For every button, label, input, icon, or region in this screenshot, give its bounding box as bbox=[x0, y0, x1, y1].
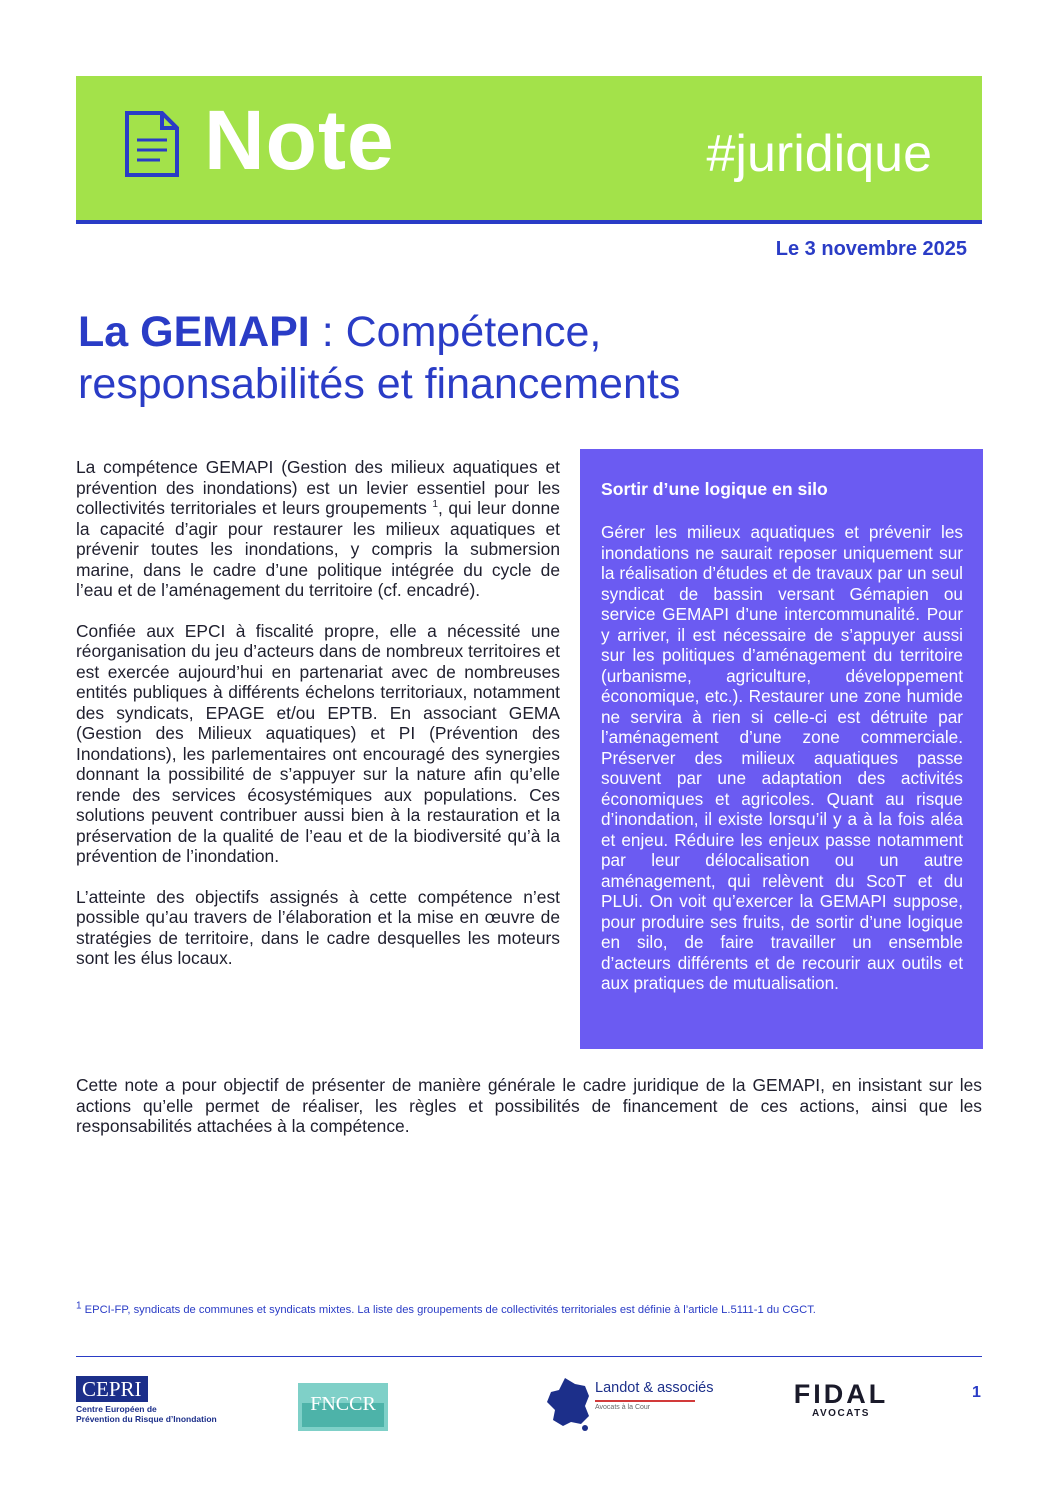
title-line-2: responsabilités et financements bbox=[78, 360, 681, 408]
cepri-subtitle-line-1: Centre Européen de bbox=[76, 1404, 157, 1414]
intro-p1-text-a: La compétence GEMAPI (Gestion des milieux aquatiques et prévention des inondations) est un levier essentiel pour les collectivités territoriales et leurs groupements bbox=[76, 457, 560, 518]
footnote-number: 1 bbox=[76, 1300, 82, 1312]
fnccr-logo bbox=[298, 1383, 388, 1431]
sidebar-title: Sortir d’une logique en silo bbox=[601, 479, 828, 499]
cepri-logo-name: CEPRI bbox=[76, 1376, 148, 1402]
page-title bbox=[78, 306, 978, 410]
intro-p1-text-b: , qui leur donne la capacité d’agir pour restaurer les milieux aquatiques et prévenir toutes les inondations, y compris la submersion marine, dans le cadre d’une politique intégrée du cycle de l’eau et de l’aménagement du territoire (cf. encadré). bbox=[76, 498, 560, 600]
fnccr-logo-text: FNCCR bbox=[310, 1393, 376, 1415]
fidal-logo-subtitle: AVOCATS bbox=[812, 1408, 870, 1419]
intro-paragraph-1 bbox=[76, 457, 560, 601]
footnote-text: EPCI-FP, syndicats de communes et syndicats mixtes. La liste des groupements de collectivités territoriales est définie à l’article L.5111-1 du CGCT. bbox=[81, 1304, 816, 1316]
intro-column bbox=[76, 457, 560, 989]
fidal-logo-name: FIDAL bbox=[793, 1379, 889, 1409]
footer-divider bbox=[76, 1356, 982, 1357]
header-banner bbox=[76, 76, 982, 224]
landot-logo-subtitle: Avocats à la Cour bbox=[595, 1404, 651, 1411]
landot-logo-rule bbox=[595, 1400, 695, 1402]
document-icon bbox=[124, 110, 180, 178]
banner-tag: #juridique bbox=[706, 125, 932, 183]
document-date: Le 3 novembre 2025 bbox=[775, 238, 967, 260]
cepri-logo-subtitle bbox=[76, 1404, 226, 1424]
title-rest: : Compétence, bbox=[309, 308, 602, 356]
cepri-subtitle-line-2: Prévention du Risque d’Inondation bbox=[76, 1414, 217, 1424]
sidebar-body: Gérer les milieux aquatiques et prévenir les inondations ne saurait reposer uniquement sur la réalisation d’études et de travaux par un seul syndicat de bassin versant Gémapien ou service GEMAPI d’une intercommunalité. Pour y arriver, il est nécessaire de s’appuyer aussi sur les politiques d’aménagement du territoire (urbanisme, agriculture, développement économique, etc.). Restaurer une zone humide ne servira à rien si celle-ci est détruite par l’aménagement d’une zone commerciale. Préserver des milieux aquatiques passe souvent par une adaptation des activités économiques et agricoles. Quant au risque d’inondation, il existe lorsqu’il y a à la fois aléa et enjeu. Réduire les enjeux passe notamment par leur délocalisation ou un autre aménagement, qui relèvent du ScoT et du PLUi. On voit qu’exercer la GEMAPI suppose, pour produire ses fruits, de sortir d’une logique en silo, de faire travailler un ensemble d’acteurs différents et de recourir aux outils et aux pratiques de mutualisation. bbox=[601, 522, 963, 993]
cepri-logo bbox=[76, 1376, 226, 1424]
fidal-logo bbox=[786, 1380, 896, 1419]
title-bold-part: La GEMAPI bbox=[78, 308, 310, 356]
summary-paragraph: Cette note a pour objectif de présenter de manière générale le cadre juridique de la GEMAPI, en insistant sur les actions qu’elle permet de réaliser, les règles et possibilités de financement de ces actions, ainsi que les responsabilités attachées à la compétence. bbox=[76, 1075, 982, 1136]
intro-paragraph-2: Confiée aux EPCI à fiscalité propre, elle a nécessité une réorganisation du jeu d’acteurs dans de nombreux territoires et est exercée aujourd’hui en partenariat avec de nombreuses entités publiques à différents échelons territoriaux, notamment des syndicats, EPAGE et/ou EPTB. En associant GEMA (Gestion des Milieux aquatiques) et PI (Prévention des Inondations), les parlementaires ont encouragé des synergies donnant la possibilité de s’appuyer sur la nature afin qu’elle rende des services écosystémiques aux populations. Ces solutions peuvent contribuer aussi bien à la restauration et la préservation de la qualité de l’eau et de la biodiversité qu’à la prévention de l’inondation. bbox=[76, 620, 560, 866]
footnote bbox=[76, 1300, 982, 1316]
footnote-ref[interactable]: 1 bbox=[432, 499, 438, 511]
france-map-icon bbox=[545, 1376, 593, 1432]
landot-logo-name: Landot & associés bbox=[595, 1380, 714, 1396]
intro-paragraph-3: L’atteinte des objectifs assignés à cette compétence n’est possible qu’au travers de l’élaboration et la mise en œuvre de stratégies de territoire, dans le cadre desquelles les moteurs sont les élus locaux. bbox=[76, 886, 560, 968]
landot-logo bbox=[545, 1376, 714, 1432]
banner-title: Note bbox=[204, 93, 395, 187]
sidebar-box bbox=[580, 449, 983, 1049]
page-number: 1 bbox=[972, 1384, 981, 1401]
